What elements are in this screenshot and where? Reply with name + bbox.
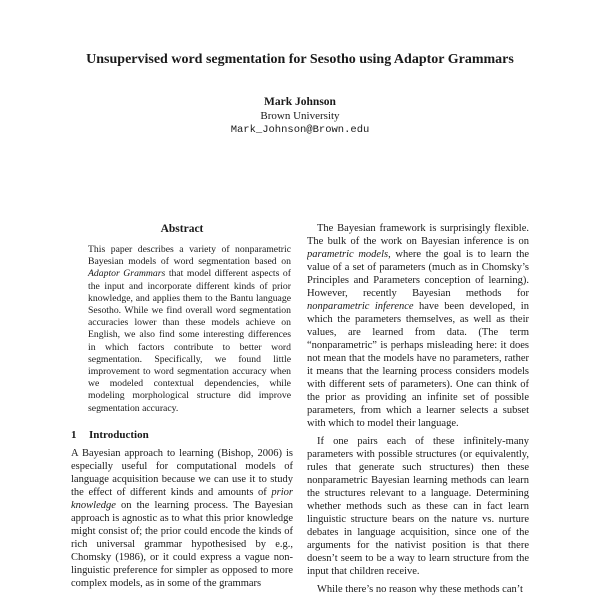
left-column [71, 221, 293, 596]
body-paragraph: If one pairs each of these infinitely-many parameters with possible structures (or equivalently, rules that generate such structures) then these nonparametric Bayesian learning methods can learn the structures relevant to a language. Determining whether methods such as these can in fact learn linguistic structure bears on the nature vs. nurture debates in language acquisition, since one of the arguments for the nativist position is that there doesn’t seem to be a way to learn structure from the input that children receive. [307, 436, 529, 577]
abstract-heading: Abstract [160, 223, 204, 235]
author-affiliation: Brown University [260, 110, 340, 122]
section-number: 1 [71, 428, 77, 441]
right-column [307, 221, 529, 596]
section-heading-introduction [71, 428, 293, 442]
section-title: Introduction [89, 428, 149, 441]
paper-title: Unsupervised word segmentation for Sesotho using Adaptor Grammars [86, 52, 514, 67]
body-paragraph: While there’s no reason why these methods can’t [317, 584, 523, 595]
author-block [0, 96, 600, 137]
abstract-text: This paper describes a variety of nonparametric Bayesian models of word segmentation based on Adaptor Grammars that model different aspects of the input and incorporate different kinds of prior knowledge, and applies them to the Bantu language Sesotho. While we find overall word segmentation accuracies lower than these models achieve on English, we also find some interesting differences in which factors contribute to better word segmentation. Specifically, we found little improvement to word segmentation accuracy when we modeled contextual dependencies, while modeling morphological structure did improve segmentation accuracy. [88, 244, 291, 414]
two-column-body [71, 221, 529, 596]
author-name: Mark Johnson [264, 96, 336, 108]
body-paragraph: The Bayesian framework is surprisingly flexible. The bulk of the work on Bayesian inference is on parametric models, where the goal is to learn the value of a set of parameters (much as in Chomsky’s Principles and Parameters conception of learning). However, recently Bayesian methods for nonparametric inference have been developed, in which the parameters themselves, as well as their values, are learned from data. (The term “nonparametric” is perhaps misleading here: it does not mean that the models have no parameters, rather it means that the learning process considers models with different sets of parameters). One can think of the prior as providing an infinite set of possible parameters, from which a learner selects a subset with which to model their language. [307, 223, 529, 429]
intro-paragraph: A Bayesian approach to learning (Bishop, 2006) is especially useful for computational models of language acquisition because we can use it to study the effect of different kinds and amounts of prior knowledge on the learning process. The Bayesian approach is agnostic as to what this prior knowledge might consist of; the prior could encode the kinds of rich universal grammar hypothesised by e.g., Chomsky (1986), or it could express a vague non-linguistic preference for simpler as opposed to more complex models, as in some of the grammars [71, 447, 293, 589]
author-email: Mark_Johnson@Brown.edu [230, 124, 370, 136]
